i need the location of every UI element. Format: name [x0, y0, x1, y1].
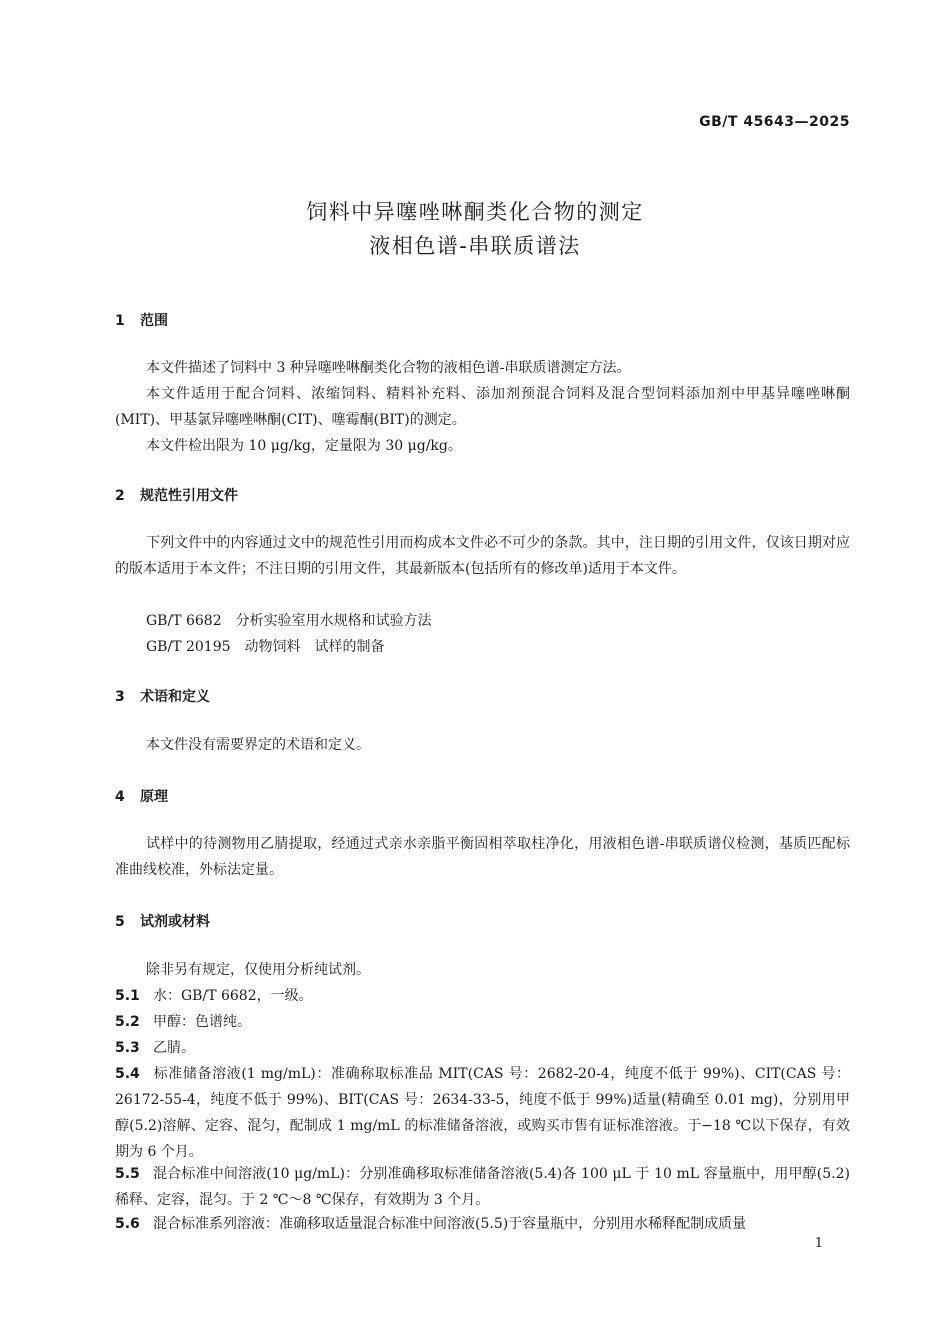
section-2-heading — [115, 483, 238, 509]
clause-text: 混合标准系列溶液：准确移取适量混合标准中间溶液(5.5)于容量瓶中，分别用水稀释配制成质量 — [153, 1216, 747, 1232]
section-number: 5 — [115, 914, 125, 930]
clause-text: 甲醇：色谱纯。 — [153, 1014, 251, 1030]
reference-code: GB/T 6682 — [146, 613, 222, 629]
reference-title: 动物饲料 试样的制备 — [244, 639, 385, 655]
section-title: 范围 — [140, 313, 168, 329]
normative-reference — [146, 634, 385, 660]
clause-text: 乙腈。 — [153, 1040, 195, 1056]
standard-code: GB/T 45643—2025 — [699, 114, 850, 130]
clause-number: 5.6 — [115, 1216, 140, 1232]
clause-item — [115, 1035, 850, 1061]
section-number: 2 — [115, 488, 125, 504]
clause-text: 标准储备溶液(1 mg/mL)：准确称取标准品 MIT(CAS 号：2682-20-4，纯度不低于 99%)、CIT(CAS 号：26172-55-4，纯度不低于 99%)、BIT(CAS 号：2634-33-5，纯度不低于 99%)适量(精确至 0.01 mg)，分别用甲醇(5.2)溶解、定容、混匀，配制成 1 mg/mL 的标准储备溶液，或购买市售有证标准溶液。于−18 ℃以下保存，有效期为 6 个月。 — [115, 1066, 850, 1160]
paragraph: 本文件没有需要界定的术语和定义。 — [146, 737, 370, 753]
clause-number: 5.2 — [115, 1014, 140, 1030]
normative-reference — [146, 608, 432, 634]
clause-number: 5.1 — [115, 988, 140, 1004]
paragraph: 本文件描述了饲料中 3 种异噻唑啉酮类化合物的液相色谱-串联质谱测定方法。 — [146, 360, 631, 376]
section-title: 试剂或材料 — [140, 914, 210, 930]
section-number: 1 — [115, 313, 125, 329]
section-title: 术语和定义 — [140, 689, 210, 705]
paragraph: 除非另有规定，仅使用分析纯试剂。 — [146, 962, 370, 978]
section-title: 原理 — [140, 789, 168, 805]
section-1-heading — [115, 308, 168, 334]
clause-number: 5.3 — [115, 1040, 140, 1056]
page-number: 1 — [814, 1236, 823, 1251]
clause-item — [115, 1061, 850, 1165]
paragraph: 下列文件中的内容通过文中的规范性引用而构成本文件必不可少的条款。其中，注日期的引用文件，仅该日期对应的版本适用于本文件；不注日期的引用文件，其最新版本(包括所有的修改单)适用于本文件。 — [115, 535, 850, 577]
section-4-heading — [115, 784, 168, 810]
section-number: 3 — [115, 689, 125, 705]
paragraph: 本文件检出限为 10 μg/kg，定量限为 30 μg/kg。 — [146, 438, 462, 454]
clause-item — [115, 1161, 850, 1213]
section-title: 规范性引用文件 — [140, 488, 238, 504]
document-title-line1: 饲料中异噻唑啉酮类化合物的测定 — [306, 200, 644, 224]
clause-number: 5.5 — [115, 1166, 140, 1182]
clause-item — [115, 1211, 850, 1237]
clause-item — [115, 1009, 850, 1035]
clause-text: 混合标准中间溶液(10 μg/mL)：分别准确移取标准储备溶液(5.4)各 100 μL 于 10 mL 容量瓶中，用甲醇(5.2)稀释、定容，混匀。于 2 ℃～8 ℃保存，有效期为 3 个月。 — [115, 1166, 850, 1208]
section-3-heading — [115, 684, 210, 710]
reference-code: GB/T 20195 — [146, 639, 231, 655]
section-number: 4 — [115, 789, 125, 805]
clause-text: 水：GB/T 6682，一级。 — [153, 988, 313, 1004]
clause-item — [115, 983, 850, 1009]
reference-title: 分析实验室用水规格和试验方法 — [235, 613, 432, 629]
paragraph: 本文件适用于配合饲料、浓缩饲料、精料补充料、添加剂预混合饲料及混合型饲料添加剂中甲基异噻唑啉酮(MIT)、甲基氯异噻唑啉酮(CIT)、噻霉酮(BIT)的测定。 — [115, 386, 850, 428]
section-5-heading — [115, 909, 210, 935]
paragraph: 试样中的待测物用乙腈提取，经通过式亲水亲脂平衡固相萃取柱净化，用液相色谱-串联质谱仪检测，基质匹配标准曲线校准，外标法定量。 — [115, 836, 850, 878]
document-title-line2: 液相色谱-串联质谱法 — [369, 234, 581, 258]
clause-number: 5.4 — [115, 1066, 140, 1082]
